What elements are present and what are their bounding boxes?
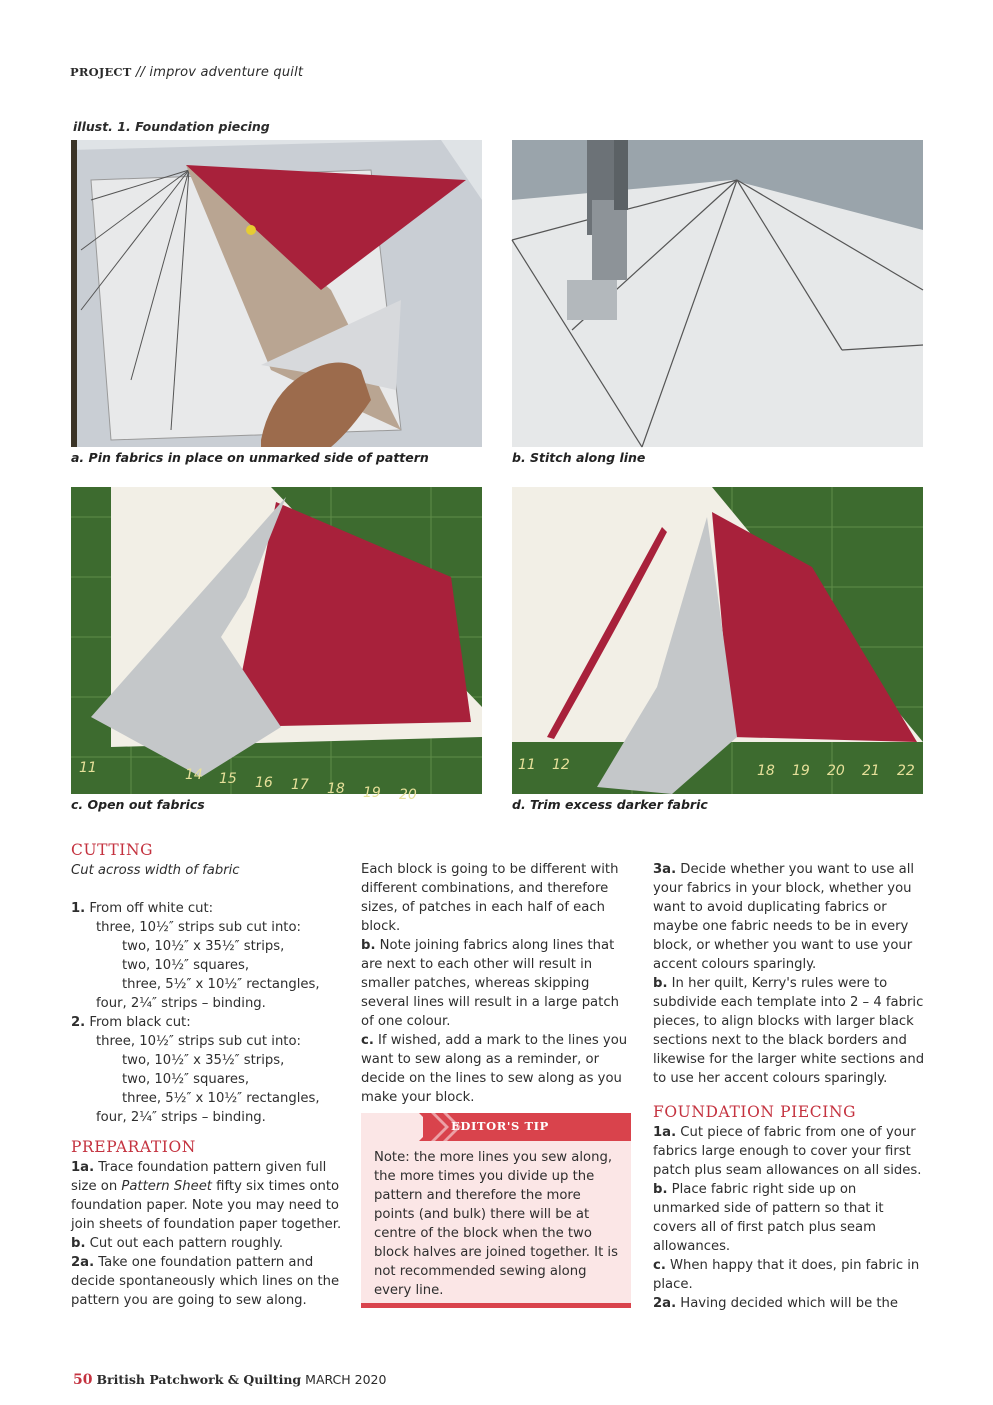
body-paragraph: b. Note joining fabrics along lines that are next to each other will result in smaller patches, whereas skipping several lines will result in a large patch of one colour. [361, 938, 619, 1029]
ruler-number: 15 [219, 771, 237, 787]
header-project: PROJECT [70, 65, 132, 79]
cutting-item: two, 10½″ squares, [122, 1072, 250, 1087]
ruler-number: 16 [255, 775, 273, 791]
preparation-heading: PREPARATION [71, 1138, 196, 1156]
ruler-number: 18 [757, 763, 775, 779]
ruler-number: 17 [291, 777, 309, 793]
cutting-subheading: Cut across width of fabric [71, 863, 240, 878]
photo-a-pin-fabrics [71, 140, 482, 447]
column-2 [361, 860, 633, 1107]
ruler-number: 21 [862, 763, 880, 779]
ruler-number: 11 [518, 757, 536, 773]
body-paragraph: Each block is going to be different with different combinations, and therefore sizes, of patches in each half of each block. [361, 862, 619, 934]
cutting-item: four, 2¼″ strips – binding. [96, 996, 266, 1011]
magazine-name: British Patchwork & Quilting [96, 1372, 302, 1387]
cutting-item: three, 10½″ strips sub cut into: [96, 1034, 301, 1049]
photo-d-trim [512, 487, 923, 794]
preparation-step: b. Cut out each pattern roughly. [71, 1236, 284, 1251]
photo-c-open-out [71, 487, 482, 803]
cutting-item: three, 5½″ x 10½″ rectangles, [122, 1091, 320, 1106]
cutting-item: three, 10½″ strips sub cut into: [96, 920, 301, 935]
cutting-item: 1. From off white cut: [71, 901, 214, 916]
photo-c-caption: c. Open out fabrics [71, 797, 205, 812]
column-3 [653, 860, 925, 1313]
cutting-item: two, 10½″ x 35½″ strips, [122, 939, 285, 954]
editors-tip-label: EDITOR'S TIP [451, 1119, 549, 1133]
header-separator: // [135, 65, 146, 80]
page-footer [73, 1372, 386, 1388]
editors-tip-text: Note: the more lines you sew along, the more times you divide up the pattern and therefore the more points (and bulk) there will be at centre of the block when the two block halves are joined together. It is not recommended sewing along every line. [374, 1150, 618, 1298]
foundation-step: 2a. Having decided which will be the [653, 1296, 899, 1311]
running-header [70, 65, 303, 80]
ruler-number: 19 [363, 785, 381, 801]
body-paragraph: 3a. Decide whether you want to use all your fabrics in your block, whether you want to avoid duplicating fabrics or maybe one fabric needs to be in every block, or whether you want to use your accent colours sparingly. [653, 862, 915, 972]
preparation-step: 2a. Take one foundation pattern and decide spontaneously which lines on the pattern you are going to sew along. [71, 1255, 340, 1308]
ruler-number: 12 [552, 757, 570, 773]
cutting-item: 2. From black cut: [71, 1015, 191, 1030]
cutting-item: three, 5½″ x 10½″ rectangles, [122, 977, 320, 992]
cutting-item: two, 10½″ x 35½″ strips, [122, 1053, 285, 1068]
cutting-item: two, 10½″ squares, [122, 958, 250, 973]
column-1 [71, 840, 343, 1310]
photo-b-stitch [512, 140, 923, 447]
page-number: 50 [73, 1372, 93, 1388]
body-paragraph: c. If wished, add a mark to the lines you want to sew along as a reminder, or decide on the lines to sew along as you make your block. [361, 1033, 628, 1105]
photo-b-caption: b. Stitch along line [512, 450, 646, 465]
ruler-number: 18 [327, 781, 345, 797]
ruler-number: 19 [792, 763, 810, 779]
issue-date: MARCH 2020 [305, 1372, 387, 1387]
cutting-heading: CUTTING [71, 841, 154, 859]
ruler-number: 14 [185, 767, 203, 783]
preparation-step: 1a. Trace foundation pattern given full size on Pattern Sheet fifty six times onto foundation paper. Note you may need to join sheets of foundation paper together. [71, 1160, 342, 1232]
illustration-title: illust. 1. Foundation piecing [73, 119, 270, 134]
ruler-number: 11 [79, 760, 97, 776]
foundation-step: b. Place fabric right side up on unmarked side of pattern so that it covers all of first patch plus seam allowances. [653, 1182, 884, 1254]
header-subtitle: improv adventure quilt [149, 65, 304, 80]
photo-a-caption: a. Pin fabrics in place on unmarked side of pattern [71, 450, 429, 465]
ruler-number: 20 [827, 763, 845, 779]
foundation-piecing-heading: FOUNDATION PIECING [653, 1103, 857, 1121]
body-paragraph: b. In her quilt, Kerry's rules were to subdivide each template into 2 – 4 fabric pieces, to align blocks with larger black sections next to the black borders and likewise for the larger white sections and to use her accent colours sparingly. [653, 976, 925, 1086]
ruler-number: 22 [897, 763, 915, 779]
cutting-item: four, 2¼″ strips – binding. [96, 1110, 266, 1125]
foundation-step: c. When happy that it does, pin fabric in place. [653, 1258, 920, 1292]
ruler-number: 20 [399, 787, 417, 803]
editors-tip-bottom-bar [361, 1303, 631, 1308]
foundation-step: 1a. Cut piece of fabric from one of your fabrics large enough to cover your first patch plus seam allowances on all sides. [653, 1125, 922, 1178]
photo-d-caption: d. Trim excess darker fabric [512, 797, 708, 812]
